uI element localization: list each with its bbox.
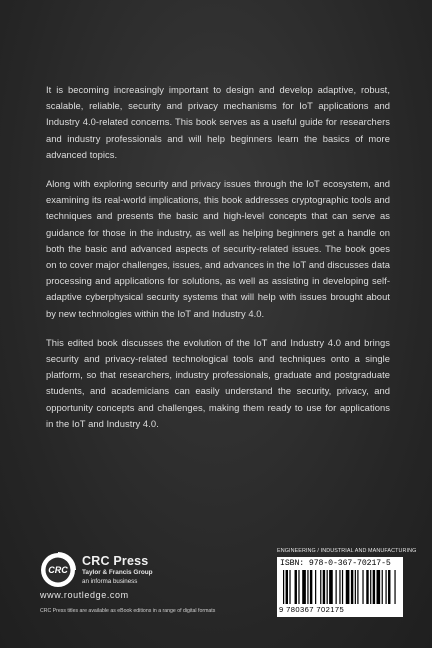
barcode-block <box>277 548 417 616</box>
description-text <box>46 82 390 445</box>
publisher-subtitle: an informa business <box>82 578 138 585</box>
publisher-website: www.routledge.com <box>40 590 129 600</box>
barcode-label <box>277 557 403 617</box>
description-paragraph-3: This edited book discusses the evolution of the IoT and Industry 4.0 and brings security and privacy-related technological tools and techniques onto a single platform, so that researchers, industry professionals, graduate and postgraduate students, and academicians can easily understand the security, privacy, and opportunity concepts and challenges, making them ready to use for applications in the IoT and Industry 4.0. <box>46 336 390 429</box>
isbn-text: ISBN: 978-0-367-70217-5 <box>280 559 391 568</box>
crc-logo-icon <box>40 552 76 588</box>
barcode-icon <box>283 570 397 604</box>
publisher-name: CRC Press <box>82 554 149 568</box>
subject-category: ENGINEERING / INDUSTRIAL AND MANUFACTURING <box>277 548 417 554</box>
description-paragraph-1: It is becoming increasingly important to design and develop adaptive, robust, scalable, reliable, security and privacy mechanisms for IoT applications and Industry 4.0-related concerns. This book serves as a useful guide for researchers and industry professionals and will help beginners learn the basics of more advanced topics. <box>46 84 390 160</box>
crc-logo-letters: CRC <box>48 565 68 576</box>
ebook-note: CRC Press titles are available as eBook editions in a range of digital formats <box>40 608 216 614</box>
description-paragraph-2: Along with exploring security and privacy issues through the IoT ecosystem, and examining its real-world implications, this book addresses cryptographic tools and techniques and presents the basic and high-level concepts that can serve as guidance for those in the industry, as well as helping beginners get a handle on both the basic and advanced aspects of security-related issues. The book goes on to cover major challenges, issues, and advances in the IoT and discusses data processing and applications for solutions, as well as assisting in developing self-adaptive cyberphysical security systems that will help with issues brought about by new technologies within the IoT and Industry 4.0. <box>46 178 390 319</box>
barcode-digits: 9 780367 702175 <box>279 605 345 614</box>
publisher-group: Taylor & Francis Group <box>82 569 153 576</box>
